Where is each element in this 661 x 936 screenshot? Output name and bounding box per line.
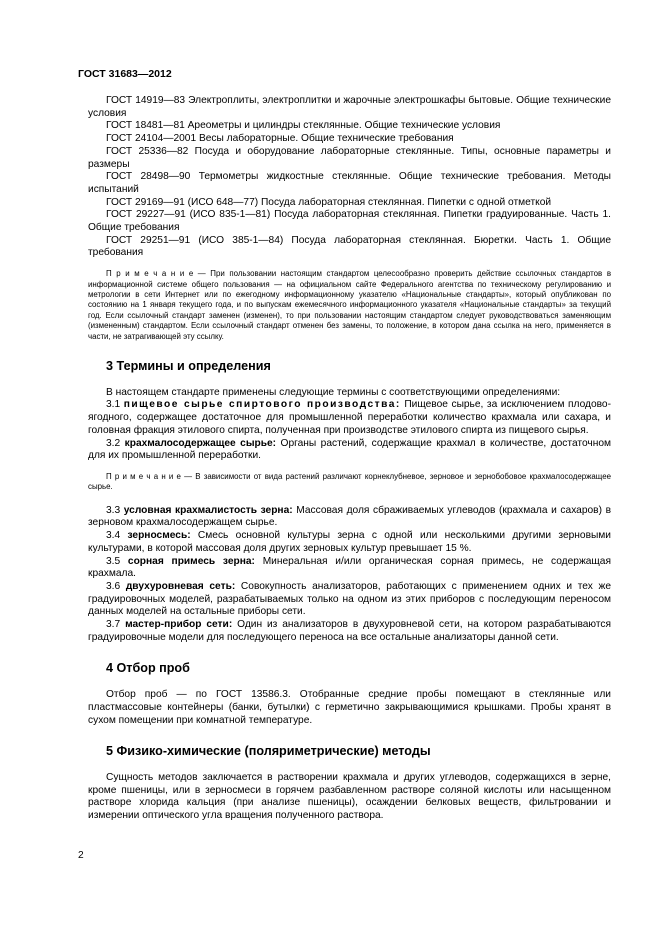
note-label: П р и м е ч а н и е — <box>106 269 206 279</box>
term-definition: Смесь основной культуры зерна с одной или несколькими другими зерновыми культурами, в которой массовая доля других зерновых культур превышает 15 %. <box>88 530 611 554</box>
page-number: 2 <box>78 850 84 861</box>
term-number: 3.1 <box>106 399 124 411</box>
term-definition: Массовая доля сбраживаемых углеводов (крахмала и сахаров) в зерновом крахмалосодержащем сырье. <box>88 504 611 529</box>
note-text: В зависимости от вида растений различают корнеклубневое, зерновое и зернобобовое крахмалосодержащее сырье. <box>88 471 611 492</box>
term-number: 3.6 <box>106 580 126 592</box>
section-5-text: Сущность методов заключается в растворении крахмала и других углеводов, содержащихся в зерне, кроме пшеницы, или в зерносмеси в горячем разбавленном растворе соляной кислоты или насыщенном растворе хлорида кальция (при анализе пшеницы), осаждении белковых веществ, фильтровании и измерении оптического угла вращения полученного раствора. <box>88 771 611 822</box>
term-3-7 <box>88 619 611 644</box>
section-5-heading: 5 Физико-химические (поляриметрические) методы <box>106 744 431 759</box>
reference-item: ГОСТ 28498—90 Термометры жидкостные стеклянные. Общие технические требования. Методы испытаний <box>88 171 611 195</box>
normative-references-list <box>88 95 611 260</box>
note-label: П р и м е ч а н и е — <box>106 471 193 481</box>
term-3-2-note <box>88 472 611 493</box>
term-definition: Минеральная и/или органическая сорная примесь, не содержащая крахмала. <box>88 555 611 580</box>
term-name: условная крахмалистость зерна: <box>123 504 293 516</box>
term-name: сорная примесь зерна: <box>127 555 255 567</box>
term-number: 3.2 <box>106 437 125 449</box>
reference-item: ГОСТ 29251—91 (ИСО 385-1—84) Посуда лабораторная стеклянная. Бюретки. Часть 1. Общие требования <box>88 234 611 259</box>
section-4-text: Отбор проб — по ГОСТ 13586.3. Отобранные средние пробы помещают в стеклянные или пластмассовые контейнеры (банки, бутылки) с герметично закрывающимися крышками. Пробы хранят в сухом помещении при комнатной температуре. <box>88 689 611 726</box>
note-text: При пользовании настоящим стандартом целесообразно проверить действие ссылочных стандартов в информационной системе общего пользования — на официальном сайте Федерального агентства по техническому регулированию и метрологии в сети Интернет или по ежегодному информационному указателю «Национальные стандарты», который опубликован по состоянию на 1 января текущего года, и по выпускам ежемесячного информационного указателя «Национальные стандарты» за текущий год. Если ссылочный стандарт заменен (изменен), то при пользовании настоящим стандартом следует руководствоваться заменяющим (измененным) стандартом. Если ссылочный стандарт отменен без замены, то положение, в котором дана ссылка на него, применяется в части, не затрагивающей эту ссылку. <box>88 269 612 341</box>
reference-item: ГОСТ 25336—82 Посуда и оборудование лабораторные стеклянные. Типы, основные параметры и размеры <box>88 145 611 170</box>
section-3-heading: 3 Термины и определения <box>106 358 271 373</box>
reference-item: ГОСТ 14919—83 Электроплиты, электроплитки и жарочные электрошкафы бытовые. Общие технические условия <box>88 95 611 119</box>
term-name: крахмалосодержащее сырье: <box>124 437 277 449</box>
term-3-4 <box>88 530 611 555</box>
document-header: ГОСТ 31683—2012 <box>78 68 172 80</box>
reference-item: ГОСТ 29227—91 (ИСО 835-1—81) Посуда лабораторная стеклянная. Пипетки градуированные. Часть 1. Общие требования <box>88 209 611 234</box>
term-definition: Органы растений, содержащие крахмал в количестве, достаточном для их промышленной переработки. <box>88 437 611 462</box>
term-3-2 <box>88 438 611 463</box>
section-4-heading: 4 Отбор проб <box>106 661 190 676</box>
term-3-3 <box>88 505 611 530</box>
term-number: 3.3 <box>106 504 124 516</box>
term-number: 3.5 <box>106 555 128 567</box>
reference-item: ГОСТ 24104—2001 Весы лабораторные. Общие технические требования <box>106 133 454 145</box>
term-definition: Один из анализаторов в двухуровневой сети, на котором разрабатываются градуировочные модели для последующего переноса на все остальные анализаторы данной сети. <box>88 619 612 643</box>
term-3-5 <box>88 556 611 581</box>
page-content <box>88 95 611 823</box>
term-definition: Совокупность анализаторов, работающих с применением одних и тех же градуировочных моделей, разрабатываемых только на одном из этих приборов с последующим переносом данных моделей на остальные приборы сети. <box>88 580 611 618</box>
reference-item: ГОСТ 29169—91 (ИСО 648—77) Посуда лабораторная стеклянная. Пипетки с одной отметкой <box>106 196 552 208</box>
term-name: двухуровневая сеть: <box>125 580 236 592</box>
term-number: 3.7 <box>106 619 126 631</box>
term-name: мастер-прибор сети: <box>125 619 233 631</box>
term-name: пищевое сырье спиртового производства: <box>123 399 401 411</box>
section-3-intro: В настоящем стандарте применены следующие термины с соответствующими определениями: <box>106 386 561 398</box>
term-definition: Пищевое сырье, за исключением плодово-ягодного, содержащее достаточное для промышленной переработки количество крахмала или сахара, и головная фракция этилового спирта, полученная при производстве этилового спирта из пищевого сырья. <box>88 399 611 436</box>
term-name: зерносмесь: <box>127 530 191 542</box>
term-3-6 <box>88 581 611 619</box>
reference-item: ГОСТ 18481—81 Ареометры и цилиндры стеклянные. Общие технические условия <box>106 120 501 132</box>
term-3-1 <box>88 399 611 437</box>
references-note <box>88 269 611 342</box>
term-number: 3.4 <box>106 530 128 542</box>
